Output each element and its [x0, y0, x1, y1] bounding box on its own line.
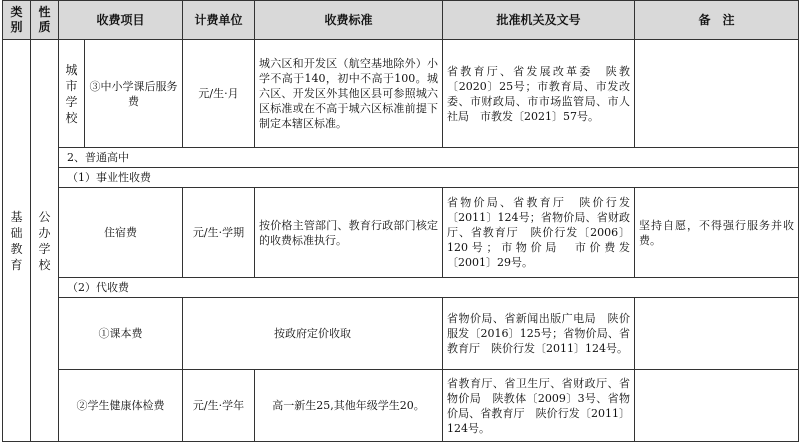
remark-cell [635, 298, 799, 370]
remark-cell [635, 370, 799, 442]
item-cell: ③中小学课后服务费 [85, 40, 183, 148]
header-category: 类别 [3, 1, 31, 40]
header-row [3, 1, 799, 40]
header-unit: 计费单位 [183, 1, 255, 40]
section-row [3, 278, 799, 298]
nature-cell: 公办学校 [31, 40, 59, 442]
unit-cell: 元/生·月 [183, 40, 255, 148]
category-cell: 基础教育 [3, 40, 31, 442]
header-approval: 批准机关及文号 [443, 1, 635, 40]
approval-cell: 省教育厅、省卫生厅、省财政厅、省物价局 陕教体〔2009〕3号、省物价局、省教育厅 陕价行发〔2011〕124号。 [443, 370, 635, 442]
header-nature: 性质 [31, 1, 59, 40]
item-cell: ①课本费 [59, 298, 183, 370]
header-standard: 收费标准 [255, 1, 443, 40]
header-remark: 备 注 [635, 1, 799, 40]
header-item: 收费项目 [59, 1, 183, 40]
unit-cell: 元/生·学期 [183, 188, 255, 278]
table-row [3, 40, 799, 148]
approval-cell: 省物价局、省教育厅 陕价行发〔2011〕124号；省物价局、省财政厅、省教育厅 陕价行发〔2006〕120号；市物价局 市价费发〔2001〕29号。 [443, 188, 635, 278]
unit-cell: 元/生·学年 [183, 370, 255, 442]
table-row [3, 370, 799, 442]
standard-cell: 高一新生25,其他年级学生20。 [255, 370, 443, 442]
standard-cell: 按价格主管部门、教育行政部门核定的收费标准执行。 [255, 188, 443, 278]
approval-cell: 省教育厅、省发展改革委 陕教〔2020〕25号；市教育局、市发改委、市财政局、市市场监管局、市人社局 市教发〔2021〕57号。 [443, 40, 635, 148]
standard-cell: 城六区和开发区（航空基地除外）小学不高于140，初中不高于100。城六区、开发区外其他区县可参照城六区标准或在不高于城六区标准前提下制定本辖区标准。 [255, 40, 443, 148]
section-high-school: 2、普通高中 [59, 148, 799, 168]
remark-cell: 坚持自愿，不得强行服务并收费。 [635, 188, 799, 278]
section-row [3, 168, 799, 188]
table-row [3, 188, 799, 278]
section-fee: （1）事业性收费 [59, 168, 799, 188]
section-row [3, 148, 799, 168]
item-cell: 住宿费 [59, 188, 183, 278]
standard-cell: 按政府定价收取 [183, 298, 443, 370]
section-agency: （2）代收费 [59, 278, 799, 298]
table-row [3, 298, 799, 370]
approval-cell: 省物价局、省新闻出版广电局 陕价服发〔2016〕125号；省物价局、省教育厅 陕价行发〔2011〕124号。 [443, 298, 635, 370]
sub-category-cell: 城市学校 [59, 40, 85, 148]
remark-cell [635, 40, 799, 148]
fee-table [2, 0, 799, 442]
item-cell: ②学生健康体检费 [59, 370, 183, 442]
